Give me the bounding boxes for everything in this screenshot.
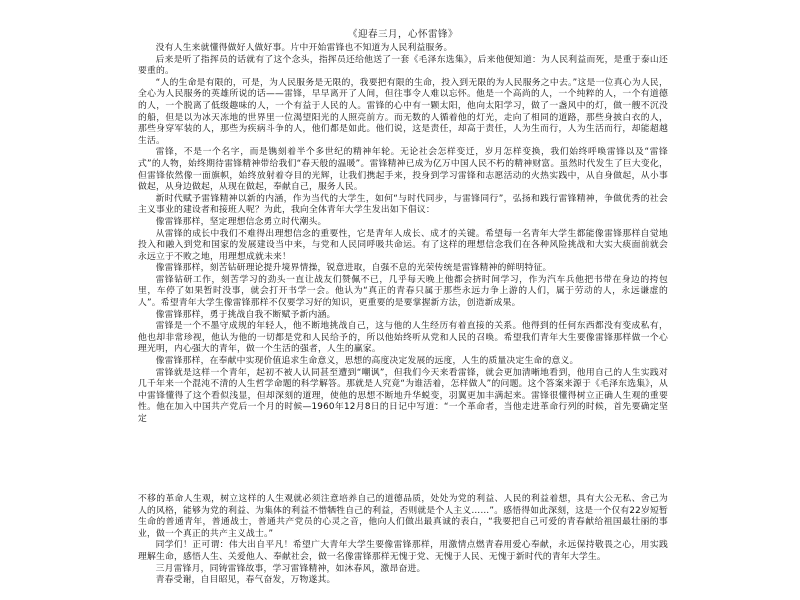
paragraph: 没有人生来就懂得做好人做好事。片中开始雷锋也不知道为人民利益服务。 [155,43,453,53]
paragraph: 新时代赋予雷锋精神以新的内涵，作为当代的大学生，如何“与时代同步，与雷锋同行”，弘扬和践行雷锋精神，争做优秀的社会主义事业的建设者和接班人呢？为此，我向全体青年大学生发出如下倡议： [138,193,668,216]
document-page-2 [138,494,668,594]
paragraph: 从雷锋的成长中我们不难得出理想信念的重要性，它是青年人成长、成才的关键。希望每一名青年大学生都能像雷锋那样自觉地投入和融入到党和国家的发展建设当中来，与党和人民同呼吸共命运。有了这样的理想信念我们在各种风险挑战和大实大痰面前就会永远立于不败之地，用理想成就未来！ [138,228,668,262]
section-heading: 像雷锋那样，坚定理想信念勇立时代潮头。 [155,216,327,227]
paragraph: “人的生命是有限的，可是，为人民服务是无限的，我要把有限的生命，投入到无限的为人民服务之中去。”这是一位真心为人民，全心为人民服务的英雄所说的话——雷锋，早早离开了人间，但往事令人难以忘怀。他是一个高尚的人，一个纯粹的人，一个有道德的人，一个脱离了低级趣味的人，一个有益于人民的人。雷锋的心中有一颗太阳，他向太阳学习，做了一盏风中的灯，做一艘不沉没的船，但是以为冰天冻地的世界里一位渴望阳光的人照亮前方。而无数的人循着他的灯光，走向了相同的道路，那些身披白衣的人，那些身穿军装的人，那些为疾病斗争的人，他们都是如此。他们说，这是责任，却高于责任，人为生而行，人为生活而行，却能超越生活。 [138,77,668,146]
section-heading: 像雷锋那样，刻苦钻研理论提升境界情操，锐意进取，自强不息的光荣传统是雷锋精神的鲜明特征。 [155,263,552,274]
paragraph: 雷锋钻研工作，刻苦学习的劲头一直让战友们赞佩不已，几乎每天晚上他都会挤时间学习，作为汽车兵他把书带在身边的挎包里，车停了如果暂时没事，就会打开书学一会。他认为“真正的青春只属于那些永远力争上游的人们，属于劳动的人，永远谦虚的人”。希望青年大学生像雷锋那样不仅要学习好的知识，更重要的是要掌握新方法，创造新成果。 [138,274,668,309]
paragraph: 不移的革命人生观，树立这样的人生观就必须注意培养自己的道德品质，处处为党的利益、人民的利益着想，具有大公无私、舍己为人的风格，能够为党的利益、为集体的利益不惜牺牲自己的利益，否则就是个人主义……”。感悟得如此深刻，这是一个仅有22岁短暂生命的普通青年，普通战士，普通共产党员的心灵之音，他向人们做出最真诚的表白，“我要把自己可爱的青春献给祖国最壮丽的事业，做一个真正的共产主义战士。” [138,494,668,539]
paragraph: 雷锋是一个不墨守成规的年轻人，他不断地挑战自己，这与他的人生经历有着直接的关系。他得到的任何东西都没有变成私有，他也却非常珍视，他认为他的一切都是党和人民给予的，所以他始终听从党和人民的召唤。希望我们青年大生要像雷锋那样做一个心理光明，内心强大的青年，做一个生活的强者，人生的赢家。 [138,321,668,355]
document-title: 《迎春三月，心怀雷锋》 [347,29,458,40]
paragraph: 雷锋就是这样一个青年，起初不被人认同甚至遭到“嘲讽”，但我们今天来看雷锋，就会更加清晰地看到，他用自己的人生实践对几千年来一个混沌不清的人生哲学命题的科学解答。那就是人究竟“为谁活着，怎样做人”的问题。这个答案来源于《毛泽东选集》，从中雷锋懂得了这个看似浅显，但却深刻的道理，使他的思想不断地升华蜕变，羽翼更加丰满起来。雷锋很懂得树立正确人生观的重要性。他在加入中国共产党后一个月的时候—1960年12月8日的日记中写道：“一个革命者，当他走进革命行列的时候，首先要确定坚定 [138,367,668,424]
section-heading: 像雷锋那样，勇于挑战自我不断赋予新内涵。 [155,309,336,320]
paragraph: 青春受谢，自目昭见，春气奋发，万物遂其。 [155,575,336,586]
section-heading: 像雷锋那样，在奉献中实现价值追求生命意义，思想的高度决定发展的远度，人生的质量决定生命的意义。 [155,356,579,367]
paragraph: 同学们！正可谓：伟大出自平凡！希望广大青年大学生要像雷锋那样，用激情点燃青春用爱心奉献，永远保持敬畏之心，用实践理解生命，感悟人生、关爱他人、奉献社会，做一名像雷锋那样无愧于党、无愧于人民、无愧于新时代的青年大学生。 [138,540,668,562]
document-page-1 [138,28,668,424]
paragraph: 后来是听了指挥员的话就有了这个念头，指挥员还给他送了一套《毛泽东选集》，后来他便知道：为人民利益而死，是重于泰山还要重的。 [138,54,668,77]
paragraph: 三月雷锋月，同铸雷锋故事，学习雷锋精神，如沐春风，激昂奋进。 [155,563,426,574]
paragraph: 雷锋，不是一个名字，而是镌刻着半个多世纪的精神年轮。无论社会怎样变迁，岁月怎样变换，我们始终呼唤雷锋以及“雷锋式”的人物，始终期待雷锋精神带给我们“春天般的温暖”。雷锋精神已成为亿万中国人民不朽的精神财富。虽然时代发生了巨大变化，但雷锋依然像一面旗帜，始终放射着夺目的光辉，让我们携起手来，投身到学习雷锋和志愿活动的火热实践中，从自身做起，从小事做起，从身边做起，从现在做起，奉献自己，服务人民。 [138,147,668,193]
